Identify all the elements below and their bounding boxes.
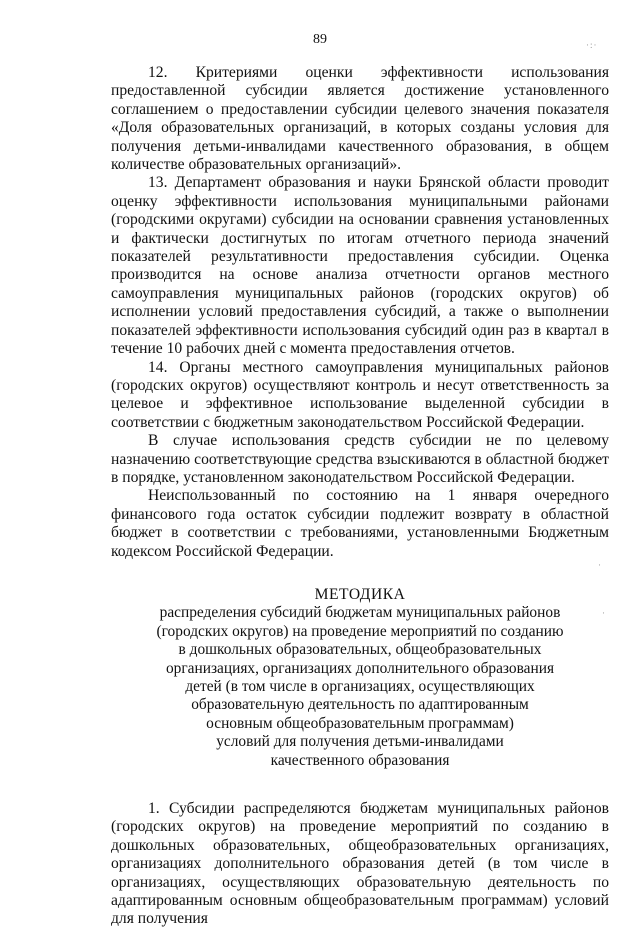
scan-speck: · [602, 608, 606, 618]
methodology-subtitle-line: образовательную деятельность по адаптированным [191, 696, 529, 714]
paragraph-14: 14. Органы местного самоуправления муниципальных районов (городских округов) осуществляют контроль и несут ответственность за целевое и эффективное использование выделенной субсидии в соответствии с бюджетным законодательством Российской Федерации. [111, 358, 609, 431]
methodology-subtitle-line: в дошкольных образовательных, общеобразовательных [178, 641, 542, 659]
methodology-subtitle-line: качественного образования [270, 751, 450, 769]
methodology-subtitle-line: распределения субсидий бюджетам муниципальных районов [159, 604, 561, 622]
methodology-heading [111, 586, 609, 770]
methodology-paragraph-1: 1. Субсидии распределяются бюджетам муниципальных районов (городских округов) на проведение мероприятий по созданию в дошкольных образовательных, общеобразовательных организациях, организациях дополнительного образования детей (в том числе в организациях, осуществляющих образовательную деятельность по адаптированным основным общеобразовательным программам) условий для получения [111, 800, 609, 928]
methodology-subtitle-line: детей (в том числе в организациях, осуществляющих [185, 678, 535, 695]
scan-speck: ·:· [586, 40, 598, 50]
page-number: 89 [313, 32, 327, 47]
paragraph-misuse: В случае использования средств субсидии не по целевому назначению соответствующие средства взыскиваются в областной бюджет в порядке, установленном законодательством Российской Федерации. [111, 432, 609, 486]
paragraph-unused-balance: Неиспользованный по состоянию на 1 января очередного финансового года остаток субсидии подлежит возврату в областной бюджет в соответствии с требованиями, установленными Бюджетным кодексом Российской Федерации. [111, 487, 609, 560]
paragraph-13: 13. Департамент образования и науки Брянской области проводит оценку эффективности использования муниципальными районами (городскими округами) субсидии на основании сравнения установленных и фактически достигнутых по итогам отчетного периода значений показателей результативности предоставления субсидии. Оценка производится на основе анализа отчетности органов местного самоуправления муниципальных районов (городских округов) об исполнении условий предоставления субсидий, а также о выполнении показателей эффективности использования субсидий один раз в квартал в течение 10 рабочих дней с момента предоставления отчетов. [111, 174, 609, 358]
methodology-subtitle-line: основным общеобразовательным программам) [206, 714, 514, 732]
methodology-subtitle-line: (городских округов) на проведение мероприятий по созданию [156, 622, 564, 640]
paragraph-12: 12. Критериями оценки эффективности использования предоставленной субсидии является достижение установленного соглашением о предоставлении субсидии целевого значения показателя «Доля образовательных организаций, в которых созданы условия для получения детьми-инвалидами качественного образования, в общем количестве образовательных организаций». [111, 64, 609, 174]
methodology-subtitle-line: организациях, организациях дополнительного образования [165, 659, 555, 677]
methodology-subtitle-line: условий для получения детьми-инвалидами [216, 733, 504, 751]
document-body [111, 64, 609, 929]
methodology-title: МЕТОДИКА [314, 585, 406, 603]
scan-speck: · [598, 560, 602, 570]
